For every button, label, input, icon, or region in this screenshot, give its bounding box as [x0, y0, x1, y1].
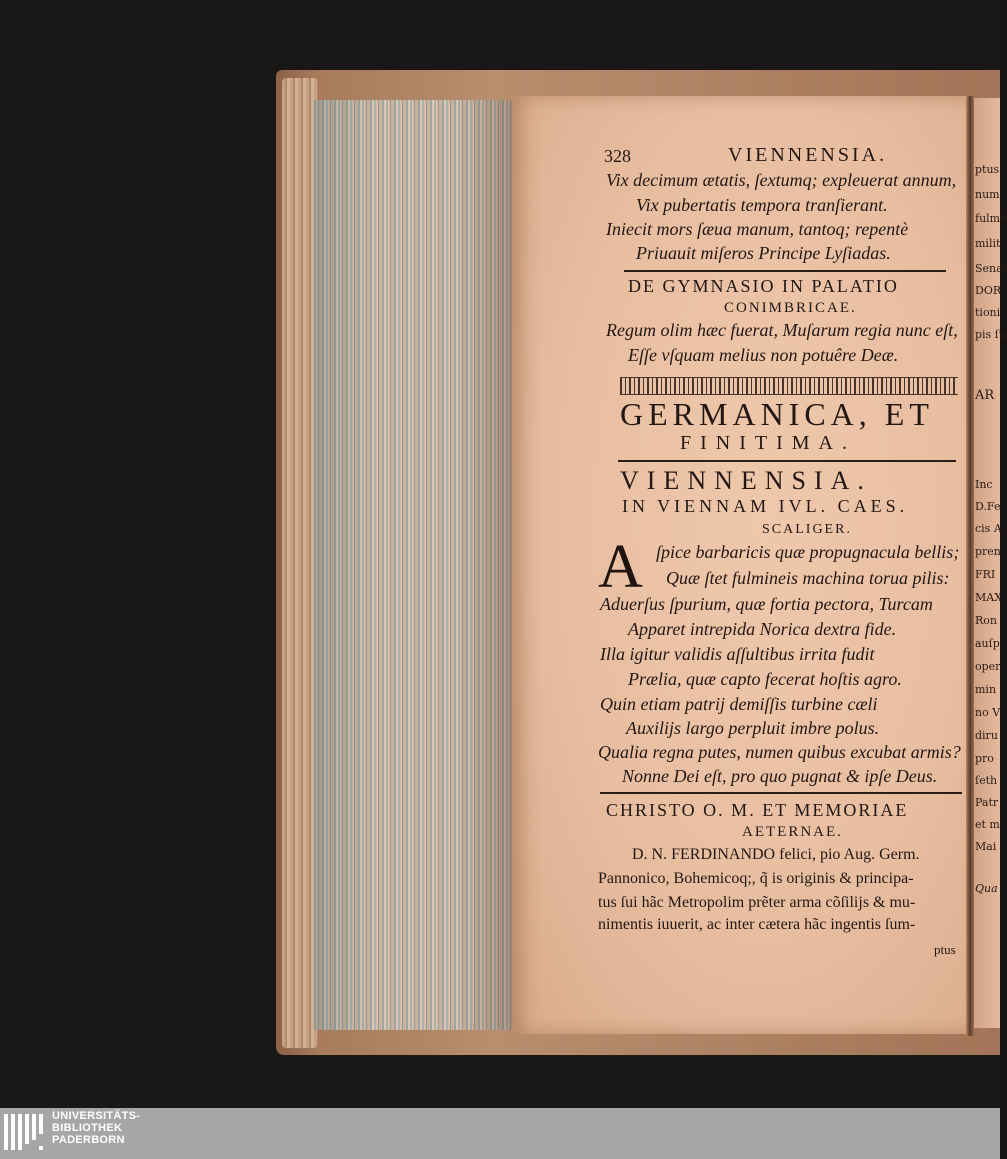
fragment: num: [975, 188, 1000, 201]
fragment: et m: [975, 818, 1000, 831]
poem-line: Quæ ſtet fulmineis machina torua pilis:: [666, 568, 950, 588]
fragment: pis ſu: [975, 328, 1006, 341]
library-logo-icon: [4, 1112, 50, 1154]
fragment: Qua: [975, 882, 998, 895]
poem-line: Aduerſus ſpurium, quæ fortia pectora, Turcam: [600, 594, 933, 614]
book-spine-edge: [282, 78, 318, 1048]
prose-line: Pannonico, Bohemicoq;, q̃ is originis & principa-: [598, 870, 914, 887]
poem-line: Regum olim hæc fuerat, Muſarum regia nunc eſt,: [606, 320, 958, 340]
poem-line: Vix pubertatis tempora tranſierant.: [636, 195, 888, 215]
section-title: GERMANICA, ET: [620, 396, 934, 432]
subsection-title: VIENNENSIA.: [620, 466, 872, 495]
fragment: AR: [975, 388, 995, 403]
poem-line: Qualia regna putes, numen quibus excubat armis?: [598, 742, 961, 762]
fragment: ſeth: [975, 774, 998, 787]
fragment: min: [975, 683, 997, 696]
fragment: cis A: [975, 522, 1002, 535]
catchword: ptus: [934, 942, 956, 957]
drop-cap: A: [598, 533, 643, 601]
inscription-heading: CHRISTO O. M. ET MEMORIAE: [606, 800, 909, 820]
prose-line: tus ſui hãc Metropolim prẽter arma cõſilijs & mu-: [598, 894, 916, 911]
fragment: FRI: [975, 568, 996, 581]
prose-line: D. N. FERDINANDO felici, pio Aug. Germ.: [632, 846, 920, 863]
fragment: auſp: [975, 637, 1000, 650]
poem-line: Apparet intrepida Norica dextra fide.: [628, 619, 897, 639]
fragment: Mai: [975, 840, 997, 853]
fragment: pren: [975, 545, 1001, 558]
fragment: Patr: [975, 796, 999, 809]
poem-line: Auxilijs largo perpluit imbre polus.: [626, 718, 880, 738]
poem-line: Nonne Dei eſt, pro quo pugnat & ipſe Deus.: [622, 766, 938, 786]
footer-bar: [0, 1108, 1000, 1159]
fragment: oper: [975, 660, 1001, 673]
poem-line: Vix decimum ætatis, ſextumq; expleuerat annum,: [606, 170, 957, 190]
poem-heading: IN VIENNAM IVL. CAES.: [622, 496, 909, 516]
poem-author: SCALIGER.: [762, 522, 852, 537]
page-number: 328: [604, 146, 631, 166]
library-name-line1: UNIVERSITÄTS-: [52, 1110, 141, 1122]
fragment: DOR: [975, 284, 1002, 297]
fragment: D.Fe: [975, 500, 1001, 513]
section-title: FINITIMA.: [680, 432, 856, 454]
poem-line: ſpice barbaricis quæ propugnacula bellis;: [656, 542, 960, 562]
poem-line: Prælia, quæ capto fecerat hoſtis agro.: [628, 669, 902, 689]
poem-line: Quin etiam patrij demiſſis turbine cæli: [600, 694, 878, 714]
page-block-shading: [314, 100, 514, 1030]
divider-rule: [624, 270, 946, 272]
poem-line: Eſſe vſquam melius non potuêre Deæ.: [628, 345, 899, 365]
fragment: Ron: [975, 614, 997, 627]
running-head: VIENNENSIA.: [728, 144, 888, 166]
fragment: pro: [975, 752, 994, 765]
fragment: Inc: [975, 478, 993, 491]
library-name-line3: PADERBORN: [52, 1134, 125, 1146]
section-heading: DE GYMNASIO IN PALATIO: [628, 276, 899, 296]
divider-rule: [600, 792, 962, 794]
prose-line: nimentis iuuerit, ac inter cætera hãc ingentis ſum-: [598, 916, 916, 933]
library-name-line2: BIBLIOTHEK: [52, 1122, 123, 1134]
fragment: diru: [975, 729, 998, 742]
poem-line: Priuauit miſeros Principe Lyſiadas.: [636, 243, 891, 263]
fragment: ptus: [975, 163, 1000, 176]
poem-line: Illa igitur validis aſſultibus irrita fudit: [600, 644, 875, 664]
book-gutter: [966, 96, 974, 1036]
fragment: fulmē: [975, 212, 1007, 225]
fragment: no V: [975, 706, 1001, 719]
section-heading: CONIMBRICAE.: [724, 300, 857, 316]
fragment: tioni.: [975, 306, 1004, 319]
divider-rule: [618, 460, 956, 462]
fragment: Senat: [975, 262, 1007, 275]
fragment: MAX: [975, 591, 1003, 604]
ornament-band: [620, 377, 958, 395]
poem-line: Iniecit mors ſæua manum, tantoq; repentè: [606, 219, 909, 239]
inscription-heading: AETERNAE.: [742, 824, 843, 840]
fragment: milit: [975, 237, 1001, 250]
